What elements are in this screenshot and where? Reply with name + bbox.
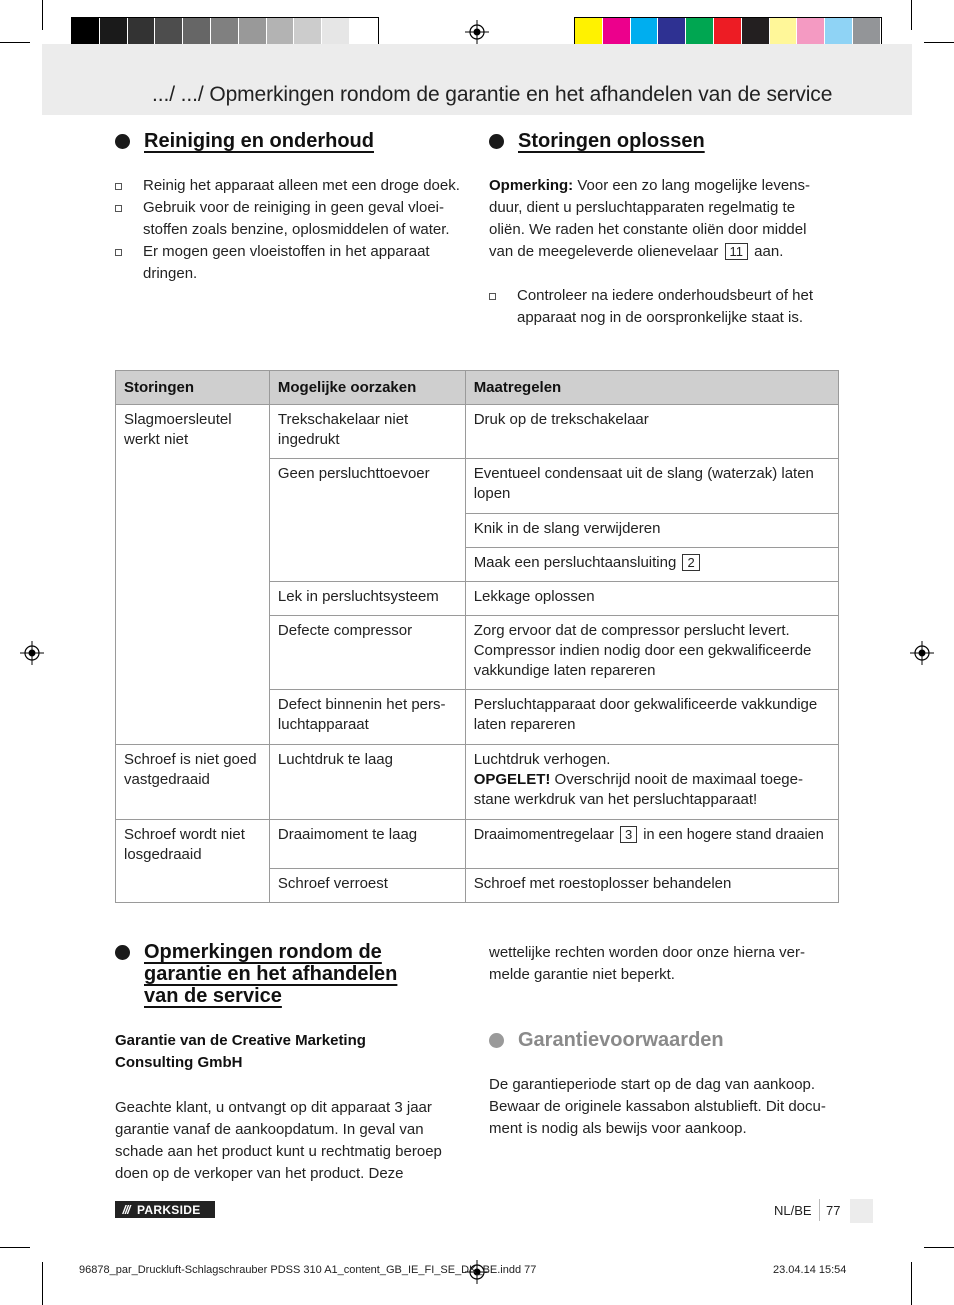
list-item: Controleer na iedere onderhoudsbeurt of het apparaat nog in de oorspronkelijke staat is.	[489, 285, 849, 329]
table-row	[116, 820, 839, 869]
action-cell: Draaimomentregelaar 3 in een hogere stand draaien	[465, 820, 838, 869]
reference-number: 2	[682, 554, 699, 571]
action-cell: Eventueel condensaat uit de slang (waterzak) laten lopen	[465, 459, 838, 514]
print-slug-date: 23.04.14 15:54	[773, 1264, 847, 1276]
print-slug-file: 96878_par_Druckluft-Schlagschrauber PDSS 310 A1_content_GB_IE_FI_SE_DK_BE.indd 77	[79, 1264, 537, 1276]
crop-mark	[911, 1262, 912, 1305]
registration-mark-icon	[910, 641, 934, 665]
cause-cell: Geen persluchttoevoer	[269, 459, 465, 582]
page-title: .../ .../ Opmerkingen rondom de garantie en het afhandelen van de service	[152, 83, 833, 106]
cause-cell: Schroef verroest	[269, 869, 465, 903]
page-tab	[850, 1199, 873, 1223]
table-row	[116, 745, 839, 820]
warranty-body-continued: wettelijke rechten worden door onze hierna ver- melde garantie niet beperkt.	[489, 944, 806, 983]
cleaning-list	[115, 175, 475, 285]
brand-name: PARKSIDE	[137, 1202, 201, 1217]
warning-label: OPGELET!	[473, 771, 551, 788]
list-item: Reinig het apparaat alleen met een droge doek.	[115, 175, 475, 197]
cause-cell: Trekschakelaar niet ingedrukt	[269, 405, 465, 459]
action-cell: Luchtdruk verhogen. OPGELET! Overschrijd nooit de maximaal toege-stane werkdruk van het persluchtapparaat!	[465, 745, 838, 820]
bullet-icon	[489, 1033, 504, 1048]
registration-mark-icon	[20, 641, 44, 665]
heading-text: Reiniging en onderhoud	[144, 130, 374, 152]
list-item: Gebruik voor de reiniging in geen geval vloei- stoffen zoals benzine, oplosmiddelen of water.	[115, 197, 475, 241]
list-item: Er mogen geen vloeistoffen in het apparaat dringen.	[115, 241, 475, 285]
action-cell: Knik in de slang verwijderen	[465, 514, 838, 548]
crop-mark	[42, 0, 43, 30]
grey-color-bar	[71, 17, 379, 47]
troubleshoot-list	[489, 285, 849, 329]
fault-cell: Schroef is niet goed vastgedraaid	[116, 745, 270, 820]
cmyk-color-bar	[574, 17, 882, 47]
heading-text: Garantievoorwaarden	[518, 1029, 724, 1051]
action-cell: Zorg ervoor dat de compressor perslucht levert. Compressor indien nodig door een gekwalificeerde vakkundige laten repareren	[465, 616, 838, 690]
action-cell: Schroef met roestoplosser behandelen	[465, 869, 838, 903]
reference-number: 11	[725, 243, 749, 260]
troubleshoot-note: Opmerking: Voor een zo lang mogelijke levens- duur, dient u persluchtapparaten regelmatig te oliën. We raden het constante oliën door middel van de meegeleverde olienevelaar 11 aan.	[489, 177, 810, 260]
fault-cell: Slagmoersleutel werkt niet	[116, 405, 270, 745]
cause-cell: Defecte compressor	[269, 616, 465, 690]
checkbox-bullet-icon	[489, 293, 496, 300]
column-header: Storingen	[116, 371, 270, 405]
page-number: 77	[826, 1203, 841, 1218]
crop-mark	[911, 0, 912, 30]
warranty-conditions-body: De garantieperiode start op de dag van aankoop. Bewaar de originele kassabon alstublieft. Dit docu- ment is nodig als bewijs voor aankoop.	[489, 1076, 826, 1137]
fault-cell: Schroef wordt niet losgedraaid	[116, 820, 270, 903]
crop-mark	[0, 1247, 30, 1248]
warranty-body: Geachte klant, u ontvangt op dit apparaat 3 jaar garantie vanaf de aankoopdatum. In geval van schade aan het product kunt u rechtmatig beroep doen op de verkoper van het product. Deze	[115, 1099, 442, 1182]
bullet-icon	[115, 134, 130, 149]
reference-number: 3	[620, 826, 637, 843]
crop-mark	[924, 1247, 954, 1248]
section-heading-troubleshooting	[489, 130, 705, 152]
troubleshooting-table	[115, 370, 839, 903]
crop-mark	[42, 1262, 43, 1305]
section-heading-warranty	[115, 941, 397, 1007]
cause-cell: Lek in persluchtsysteem	[269, 582, 465, 616]
action-cell: Druk op de trekschakelaar	[465, 405, 838, 459]
registration-mark-icon	[465, 20, 489, 44]
action-cell: Persluchtapparaat door gekwalificeerde vakkundige laten repareren	[465, 690, 838, 745]
column-header: Maatregelen	[465, 371, 838, 405]
brand-logo	[115, 1201, 215, 1218]
table-header-row	[116, 371, 839, 405]
checkbox-bullet-icon	[115, 249, 122, 256]
action-cell: Lekkage oplossen	[465, 582, 838, 616]
language-code: NL/BE	[774, 1203, 812, 1218]
warranty-subheading: Garantie van de Creative Marketing Consulting GmbH	[115, 1032, 366, 1071]
divider	[819, 1199, 820, 1221]
table-row	[116, 405, 839, 459]
crop-mark	[0, 42, 30, 43]
cause-cell: Defect binnenin het pers-luchtapparaat	[269, 690, 465, 745]
heading-text: Storingen oplossen	[518, 130, 705, 152]
note-label: Opmerking:	[489, 177, 574, 194]
crop-mark	[924, 42, 954, 43]
action-cell: Maak een persluchtaansluiting 2	[465, 548, 838, 582]
logo-stripes: ///	[122, 1202, 130, 1217]
column-header: Mogelijke oorzaken	[269, 371, 465, 405]
cause-cell: Luchtdruk te laag	[269, 745, 465, 820]
checkbox-bullet-icon	[115, 183, 122, 190]
cause-cell: Draaimoment te laag	[269, 820, 465, 869]
section-heading-cleaning	[115, 130, 374, 152]
heading-text: Opmerkingen rondom de garantie en het afhandelen van de service	[144, 941, 398, 1007]
bullet-icon	[489, 134, 504, 149]
section-heading-warranty-conditions	[489, 1029, 724, 1051]
bullet-icon	[115, 945, 130, 960]
checkbox-bullet-icon	[115, 205, 122, 212]
